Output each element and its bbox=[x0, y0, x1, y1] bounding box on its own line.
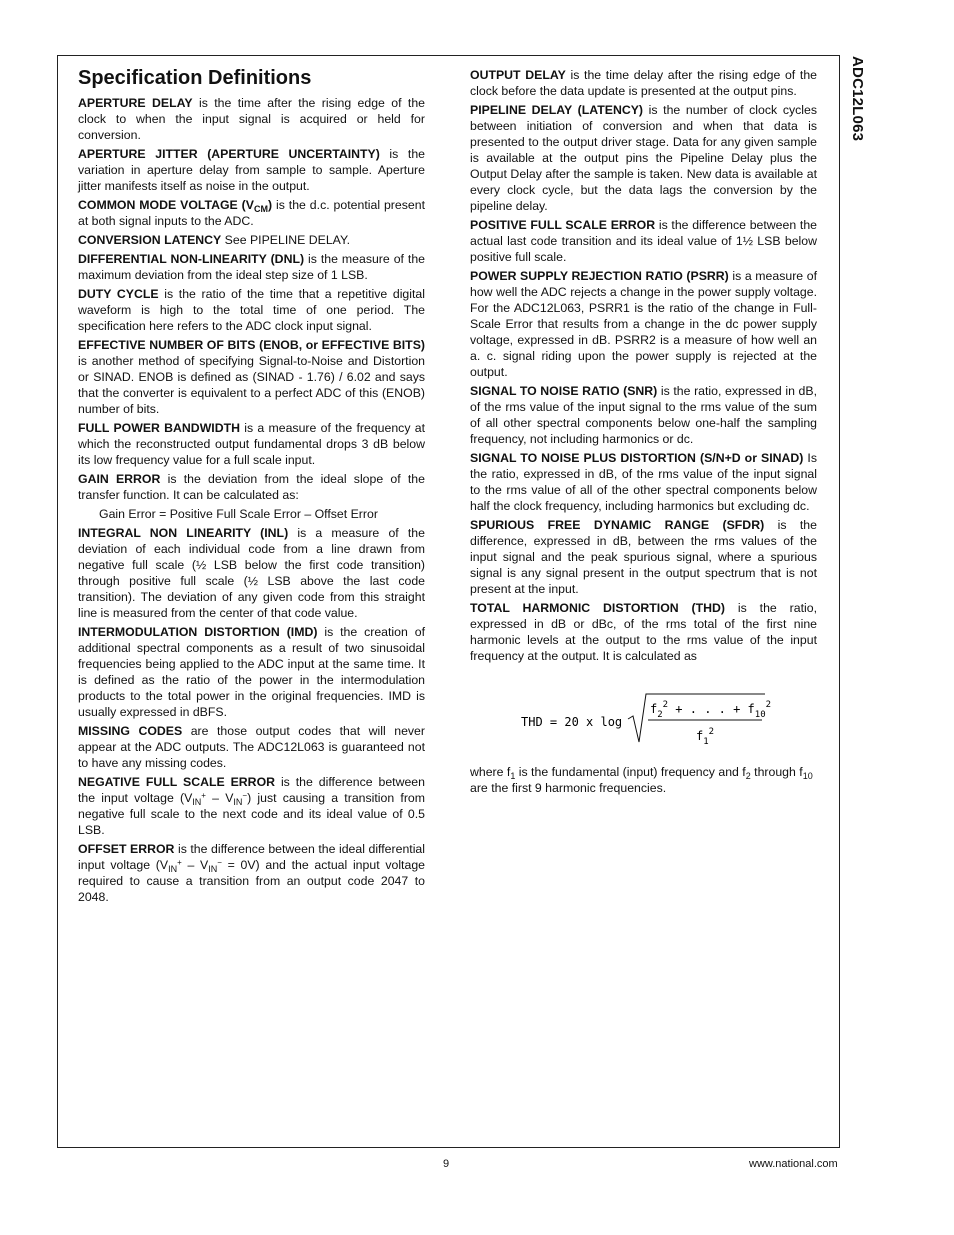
definition-psrr: POWER SUPPLY REJECTION RATIO (PSRR) is a measure of how well the ADC rejects a change in the power supply voltage. For the ADC12L063, PSRR1 is the ratio of the change in Full-Scale Error that results from a change in the dc power supply voltage, expressed in dB. PSRR2 is a measure of how well an a. c. signal riding upon the power supply is rejected at the output. bbox=[470, 269, 817, 379]
sidebar-title: ADC12L063 bbox=[849, 56, 866, 142]
definition-full-power-bandwidth: FULL POWER BANDWIDTH is a measure of the frequency at which the reconstructed output fundamental drops 3 dB below its low frequency value for a full scale input. bbox=[78, 421, 425, 467]
footer-url: www.national.com bbox=[749, 1158, 838, 1170]
thd-formula-lhs: THD = 20 x log bbox=[521, 715, 623, 729]
thd-formula-graphic bbox=[470, 684, 817, 754]
harmonic-definition-note: where $f_1$ is the fundamental (input) frequency and $f_2$ through $f_{10}$ are the first 9 harmonic frequencies. bbox=[470, 765, 813, 795]
definition-aperture-jitter: APERTURE JITTER (APERTURE UNCERTAINTY) is the variation in aperture delay from sample to sample. Aperture jitter manifests itself as noise in the output. bbox=[78, 147, 425, 193]
thd-denominator: $f_1^2$ bbox=[696, 727, 715, 747]
definition-common-mode-voltage: COMMON MODE VOLTAGE $(V_{CM})$ is the d.c. potential present at both signal inputs to the ADC. bbox=[78, 198, 425, 228]
definition-dnl: DIFFERENTIAL NON-LINEARITY (DNL) is the measure of the maximum deviation from the ideal step size of 1 LSB. bbox=[78, 252, 426, 282]
thd-numerator: $f_2^2$ + . . . + $f_{10}^2$ bbox=[650, 700, 772, 720]
definition-conversion-latency: CONVERSION LATENCY See PIPELINE DELAY. bbox=[78, 233, 350, 247]
definition-negative-full-scale-error: NEGATIVE FULL SCALE ERROR is the difference between the input voltage $(V_{IN}^+ - V_{IN}^-)$ just causing a transition from negative full scale to the next code and its ideal value of 0.5 LSB. bbox=[78, 775, 425, 837]
definition-imd: INTERMODULATION DISTORTION (IMD) is the creation of additional spectral components as a result of two sinusoidal frequencies being applied to the ADC input at the same time. It is defined as the ratio of the power in the intermodulation products to the total power in the original frequencies. IMD is usually expressed in dBFS. bbox=[78, 625, 425, 719]
definition-inl: INTEGRAL NON LINEARITY (INL) is a measure of the deviation of each individual code from a line drawn from negative full scale (½ LSB below the first code transition) through positive full scale (½ LSB above the last code transition). The deviation of any given code from this straight line is measured from the center of that code value. bbox=[78, 526, 426, 620]
definition-output-delay: OUTPUT DELAY is the time delay after the rising edge of the clock before the data update is presented at the output pins. bbox=[470, 68, 817, 98]
definition-sfdr: SPURIOUS FREE DYNAMIC RANGE (SFDR) is the difference, expressed in dB, between the rms values of the input signal and the peak spurious signal, where a spurious signal is any signal present in the output spectrum that is not present at the input. bbox=[470, 518, 817, 596]
definition-snr: SIGNAL TO NOISE RATIO (SNR) is the ratio, expressed in dB, of the rms value of the input signal to the rms value of the sum of all other spectral components below one-half the sampling frequency, not including harmonics or dc. bbox=[470, 384, 817, 446]
definition-gain-error: GAIN ERROR is the deviation from the ideal slope of the transfer function. It can be calculated as: bbox=[78, 472, 425, 502]
definition-offset-error: OFFSET ERROR is the difference between the ideal differential input voltage $(V_{IN}^+ - V_{IN}^- = 0V)$ and the actual input voltage required to cause a transition from an output code 2047 to 2048. bbox=[78, 842, 425, 904]
right-column bbox=[470, 67, 817, 799]
definition-aperture-delay: APERTURE DELAY is the time after the rising edge of the clock to when the input signal is acquired or held for conversion. bbox=[78, 96, 425, 142]
definition-duty-cycle: DUTY CYCLE is the ratio of the time that a repetitive digital waveform is high to the total time of one period. The specification here refers to the ADC clock input signal. bbox=[78, 287, 425, 333]
definition-sinad: SIGNAL TO NOISE PLUS DISTORTION (S/N+D or SINAD) Is the ratio, expressed in dB, of the rms value of the input signal to the rms value of all of the other spectral components below half the clock frequency, including harmonics but excluding dc. bbox=[470, 451, 818, 513]
page-title: Specification Definitions bbox=[78, 67, 312, 89]
definition-pipeline-delay: PIPELINE DELAY (LATENCY) is the number of clock cycles between initiation of conversion and when that data is presented to the output driver stage. Data for any given sample is available at the output pins the Pipeline Delay plus the Output Delay after the sample is taken. New data is available at every clock cycle, but the data lags the conversion by the pipeline delay. bbox=[470, 103, 817, 213]
gain-error-formula: Gain Error = Positive Full Scale Error – Offset Error bbox=[99, 507, 378, 521]
definition-positive-full-scale-error: POSITIVE FULL SCALE ERROR is the difference between the actual last code transition and its ideal value of 1½ LSB below positive full scale. bbox=[470, 218, 817, 264]
definition-enob: EFFECTIVE NUMBER OF BITS (ENOB, or EFFECTIVE BITS) is another method of specifying Signal-to-Noise and Distortion or SINAD. ENOB is defined as (SINAD - 1.76) / 6.02 and says that the converter is equivalent to a perfect ADC of this (ENOB) number of bits. bbox=[78, 338, 425, 416]
definition-missing-codes: MISSING CODES are those output codes that will never appear at the ADC outputs. The ADC12L063 is guaranteed not to have any missing codes. bbox=[78, 724, 425, 770]
thd-formula bbox=[470, 684, 817, 754]
left-column bbox=[78, 66, 425, 908]
definition-thd: TOTAL HARMONIC DISTORTION (THD) is the ratio, expressed in dB or dBc, of the rms total of the first nine harmonic levels at the output to the rms value of the input frequency at the output. It is calculated as bbox=[470, 601, 817, 663]
page-number: 9 bbox=[443, 1158, 450, 1170]
